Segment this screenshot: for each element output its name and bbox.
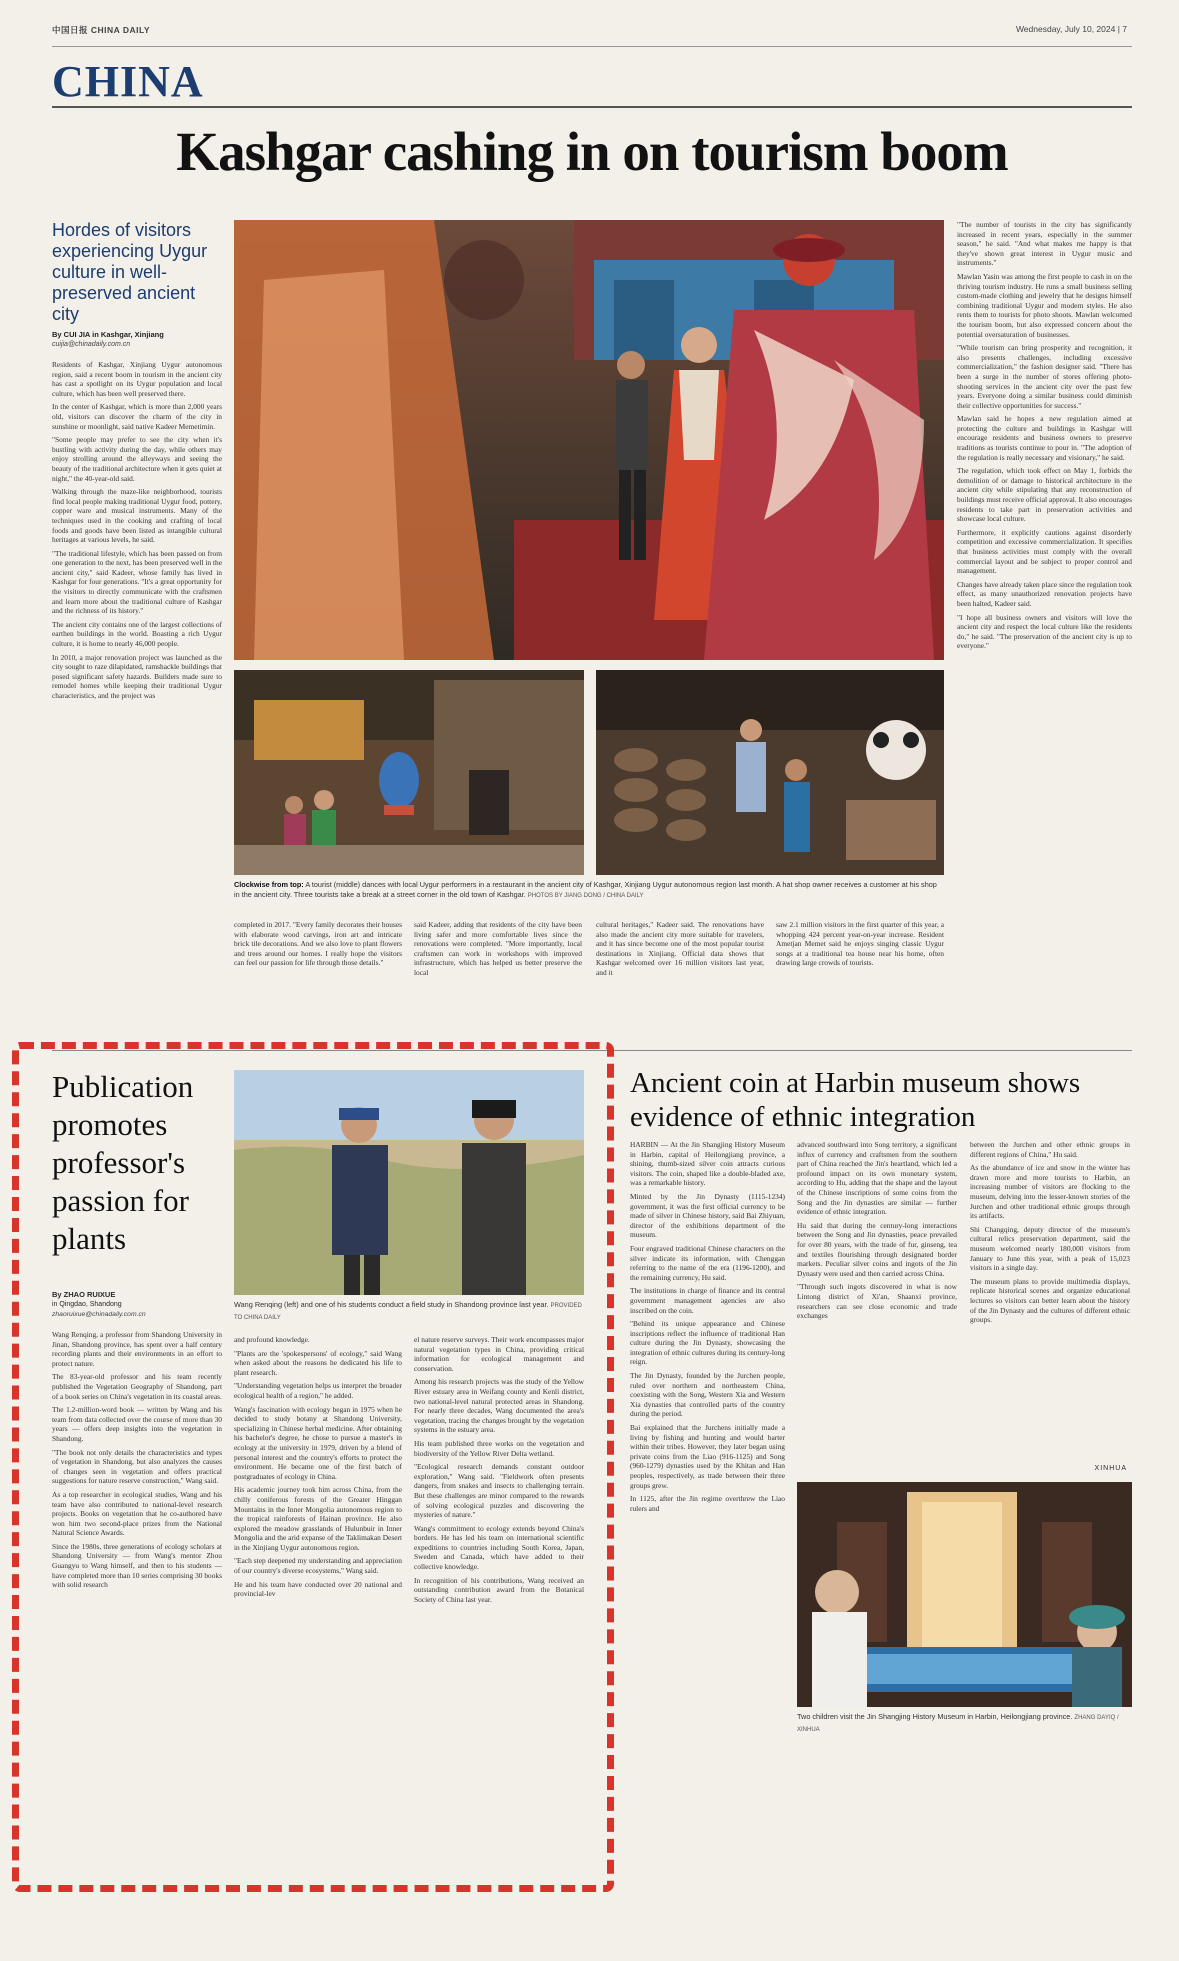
paragraph: His team published three works on the vegetation and biodiversity of the Yellow River Delta wetland. xyxy=(414,1438,584,1458)
paragraph: The 83-year-old professor and his team recently published the Vegetation Geography of Shandong, part of a book series on China's vegetation in its coastal areas. xyxy=(52,1372,222,1401)
paragraph: The institutions in charge of finance and its central government management agencies are also inscribed on the coin. xyxy=(630,1286,785,1315)
coin-source: XINHUA xyxy=(1094,1465,1127,1472)
paragraph: The 1.2-million-word book — written by Wang and his team from data collected over the course of more than 30 years — offers deep insights into the vegetation in Shandong. xyxy=(52,1405,222,1443)
paragraph: Minted by the Jin Dynasty (1115-1234) government, it was the first official currency to be made of silver in Chinese history, said Bai Zhiyuan, director of the exhibitions department of the museum. xyxy=(630,1191,785,1240)
paragraph: Wang's fascination with ecology began in 1975 when he decided to study botany at Shandong University, specializing in Chinese herbal medicine. After obtaining his bachelor's degree, he chose to pursue a master's in ecology at the university in 1979, driven by a blend of personal interest and the country's efforts to protect the environment. He became one of the first batch of postgraduates of ecology in China. xyxy=(234,1404,402,1481)
paragraph: "Through such ingots discovered in what is now Lintong district of Xi'an, Shaanxi province, researchers can see close economic and trade exchanges xyxy=(797,1282,957,1321)
paragraph: "I hope all business owners and visitors will love the ancient city and respect the local culture like the residents do," he said. "The preservation of the ancient city is up to everyone." xyxy=(957,612,1132,651)
section-label: CHINA xyxy=(52,57,204,106)
museum-photo xyxy=(797,1482,1132,1707)
lead-bottom-col-3: cultural heritages," Kadeer said. The renovations have also made the ancient city more suitable for travelers, and it has since become one of the most popular tourist destinations in Xinjiang. Official data shows that Kashgar welcomed over 16 million visitors last year, and it xyxy=(596,920,764,977)
paragraph: In 1125, after the Jin regime overthrew the Liao rulers and xyxy=(630,1494,785,1513)
lead-column-1 xyxy=(52,360,222,1020)
paragraph: "While tourism can bring prosperity and recognition, it also presents challenges, including excessive commercialization," the fashion designer said. "There has been a surge in the number of stores offering photo-shooting services in the ancient city over the past few years. Everyone doing a similar business could diminish their collective opportunities for success." xyxy=(957,343,1132,410)
street-corner-image xyxy=(234,670,584,875)
paragraph: As the abundance of ice and snow in the winter has drawn more and more tourists to Harbin, an increasing number of visitors are flocking to the museum, delving into the lesser-known stories of the Jurchen and other traditional ethnic groups through its artifacts. xyxy=(970,1163,1130,1221)
lead-column-right xyxy=(957,220,1132,1040)
paragraph: "The number of tourists in the city has significantly increased in recent years, especially in the summer season," he said. "And what makes me happy is that they've shown great interest in Uygur music and instruments." xyxy=(957,220,1132,268)
red-dashed-highlight xyxy=(12,1042,614,1892)
paragraph: and profound knowledge. xyxy=(234,1335,310,1344)
paragraph: Furthermore, it explicitly cautions against disorderly competition and excessive commercialization. It specifies that business activities must comply with the overall commercial layout and be subject to proper control and management. xyxy=(957,527,1132,576)
paragraph: Mawlan Yasin was among the first people to cash in on the thriving tourism industry. He runs a small business selling custom-made clothing and jewelry that he designs himself combining traditional Uygur and modern styles. He also rents them to tourists for photo shoots. Mawlan welcomed the tourism boom, but also expressed concern about the potential oversaturation of businesses. xyxy=(957,271,1132,339)
lead-byline: By CUI JIA in Kashgar, Xinjiang xyxy=(52,330,164,339)
paragraph: "Some people may prefer to see the city when it's bustling with activity during the day, while others may enjoy strolling around the alleyways and seeing the beauty of the traditional architecture when it gets quiet at night," the 40-year-old said. xyxy=(52,435,222,483)
caption-text: A tourist (middle) dances with local Uygur performers in a restaurant in the ancient city of Kashgar, Xinjiang Uygur autonomous region last month. A hat shop owner receives a customer at his shop in the ancient city. Three tourists take a break at a street corner in the old town of Kashgar. xyxy=(234,880,937,899)
coin-headline: Ancient coin at Harbin museum shows evidence of ethnic integration xyxy=(630,1067,1081,1133)
paragraph: He and his team have conducted over 20 national and provincial-lev xyxy=(234,1579,402,1599)
masthead-rule xyxy=(52,46,1132,47)
caption-label: Clockwise from top: xyxy=(234,880,304,889)
main-photo-dancers xyxy=(234,220,944,660)
paragraph: "The traditional lifestyle, which has been passed on from one generation to the next, has been preserved well in the ancient city," said Kadeer, whose family has lived in Kashgar for four generations. "It's a great opportunity for the visitors to directly communicate with the craftsmen and learn more about the traditional culture of Kashgar and the richness of its history." xyxy=(52,548,222,616)
masthead-left: 中国日报 CHINA DAILY xyxy=(52,25,151,35)
lead-bottom-col-2: said Kadeer, adding that residents of the city have been living safer and more comfortable lives since the renovations were completed. "More importantly, local craftsmen can work in workshops with improved infrastructure, which has helped us better preserve the local xyxy=(414,920,582,977)
paragraph: The regulation, which took effect on May 1, forbids the demolition of or damage to historical architecture in the ancient city while stipulating that any reconstruction of buildings must receive official approval. It also encourages residents to take part in preservation activities and showcase local culture. xyxy=(957,466,1132,524)
paragraph: Wang Renqing, a professor from Shandong University in Jinan, Shandong province, has spent over a half century recording plants and their environments in an effort to protect nature. xyxy=(52,1330,222,1368)
paragraph: "Plants are the 'spokespersons' of ecology," said Wang when asked about the reasons he dedicated his life to plant research. xyxy=(234,1348,402,1377)
museum-image xyxy=(797,1482,1132,1707)
paragraph: In 2010, a major renovation project was launched as the city sought to raze dilapidated, ramshackle buildings that posed significant safety hazards. Builders made sure to remodel homes while keeping their traditional Uygur characteristics, and the project was xyxy=(52,652,222,700)
publication-byline: By ZHAO RUIXUE xyxy=(52,1290,116,1299)
paragraph: Bai explained that the Jurchens initially made a living by fishing and hunting and would barter within their tribes. However, they later began using private coins from the Liao (916-1125) and Song (960-1279) dynasties used by the Khitan and Han peoples, respectively, as trade between their three groups grew. xyxy=(630,1423,785,1490)
paragraph: advanced southward into Song territory, a significant influx of currency and craftsmen from the southern part of China reached the Jin's heartland, which led a profound impact on its own monetary system, according to Hu, adding that the shape and the layout of the Chinese inscriptions of some coins from the Song and the Jin dynasties are similar — further evidence of ethnic integration. xyxy=(797,1140,957,1217)
paragraph: "Behind its unique appearance and Chinese inscriptions reflect the influence of traditional Han culture during the Jin Dynasty, showcasing the integration of ethnic cultures during its century-long reign. xyxy=(630,1319,785,1367)
paragraph: Walking through the maze-like neighborhood, tourists find local people making traditional Uygur food, pottery, copper ware and musical instruments. Many of the techniques used in the cooking and crafting of local foods and goods have been listed as intangible cultural heritages at various levels, he said. xyxy=(52,487,222,545)
coin-col-1 xyxy=(630,1140,785,1790)
paragraph: Since the 1980s, three generations of ecology scholars at Shandong University — from Wang's mentor Zhou Guangyu to Wang himself, and then to his students — have completed more than 10 series comprising 30 books with solid research xyxy=(52,1541,222,1590)
lead-email: cuijia@chinadaily.com.cn xyxy=(52,341,131,348)
paragraph: Among his research projects was the study of the Yellow River estuary area in Weifang county and Kenli district, two national-level natural protected areas in Shandong. For nearly three decades, Wang documented the area's vegetation, tracing the changes brought by the vegetation systems in the estuary area. xyxy=(414,1377,584,1435)
hat-shop-photo xyxy=(596,670,944,875)
museum-caption xyxy=(797,1712,1132,1735)
paragraph: Mawlan said he hopes a new regulation aimed at protecting the culture and buildings in Kashgar will encourage residents and business owners to preserve traditions as tourists continue to pour in. "The adoption of the regulation is really necessary and visionary," he said. xyxy=(957,414,1132,462)
masthead-date: Wednesday, July 10, 2024 | 7 xyxy=(1015,24,1127,34)
paragraph: Residents of Kashgar, Xinjiang Uygur autonomous region, said a recent boom in tourism in the ancient city has cast a spotlight on its Uygur population and local culture, which has been well preserved there. xyxy=(52,360,222,398)
paragraph: "The book not only details the characteristics and types of vegetation in Shandong, but also analyzes the causes of changes seen in vegetation and offers practical suggestions for nature reserve construction," Wang said. xyxy=(52,1447,222,1486)
publication-email: zhaoruixue@chinadaily.com.cn xyxy=(52,1311,146,1318)
caption-text: Wang Renqing (left) and one of his students conduct a field study in Shandong province last year. xyxy=(234,1300,549,1309)
lead-bottom-col-1: completed in 2017. "Every family decorates their houses with elaborate wood carvings, iron art and intricate brick tile decorations. And we also love to plant flowers and trees around our homes. I really hope the visitors can feel our passion for life through those details." xyxy=(234,920,402,968)
paragraph: The Jin Dynasty, founded by the Jurchen people, ruled over northern and northeastern China, coexisting with the Song, Western Xia and Western Xia dynasties that controlled parts of the country during the period. xyxy=(630,1371,785,1419)
section-rule xyxy=(52,106,1132,108)
caption-text: Two children visit the Jin Shangjing History Museum in Harbin, Heilongjiang province. xyxy=(797,1712,1073,1721)
lead-deck: Hordes of visitors experiencing Uygur culture in well-preserved ancient city xyxy=(52,220,208,324)
paragraph: "Ecological research demands constant outdoor exploration," Wang said. "Fieldwork often presents dangers, from snakes and insects to challenging terrain. But these challenges are minor compared to the rewards of solving ecological puzzles and discovering the mysteries of nature." xyxy=(414,1462,584,1520)
paragraph: In recognition of his contributions, Wang received an outstanding contribution award from the Botanical Society of China last year. xyxy=(414,1575,584,1604)
street-corner-photo xyxy=(234,670,584,875)
paragraph: between the Jurchen and other ethnic groups in different regions of China," Hu said. xyxy=(970,1140,1130,1159)
lead-photo-caption xyxy=(234,880,944,901)
publication-headline: Publication promotes professor's passion for plants xyxy=(52,1069,194,1256)
paragraph: Wang's commitment to ecology extends beyond China's borders. He has led his team on international scientific expeditions to countries including South Korea, Japan, Sweden and Canada, which have added to their collective knowledge. xyxy=(414,1523,584,1572)
paragraph: Hu said that during the century-long interactions between the Song and Jin dynasties, peace prevailed for over 80 years, with the trade of fur, ginseng, tea and textiles flourishing through designated border markets. Peculiar silver coins and ingots of the Jin Dynasty were used and then carried across China. xyxy=(797,1220,957,1278)
hat-shop-image xyxy=(596,670,944,875)
paragraph: "Understanding vegetation helps us interpret the broader ecological health of a region," he added. xyxy=(234,1381,402,1400)
paragraph: His academic journey took him across China, from the chilly coniferous forests of the Greater Hinggan Mountains in the Inner Mongolia autonomous region to the tropical rainforests of Hainan province. He also explored the meadow grasslands of Hulunbuir in Inner Mongolia and the arid expanse of the Taklimakan Desert in the Xinjiang Uygur autonomous region. xyxy=(234,1485,402,1552)
lead-headline: Kashgar cashing in on tourism boom xyxy=(176,121,1008,182)
coin-col-3 xyxy=(970,1140,1130,1460)
paragraph: In the center of Kashgar, which is more than 2,000 years old, visitors can discover the charm of the city in sunshine or moonlight, said native Kadeer Memetimin. xyxy=(52,402,222,431)
paragraph: "Each step deepened my understanding and appreciation of our country's diverse ecosystems," Wang said. xyxy=(234,1556,402,1576)
coin-col-2 xyxy=(797,1140,957,1470)
lead-bottom-col-4: saw 2.1 million visitors in the first quarter of this year, a whopping 424 percent year-on-year increase. Resident Ametjan Memet said he enjoys singing classic Uygur songs at a traditional tea house near his home, often drawing large crowds of tourists. xyxy=(776,920,944,968)
dancers-image xyxy=(234,220,944,660)
caption-credit: PROVIDED TO CHINA DAILY xyxy=(234,1303,582,1321)
caption-credit: ZHANG DAYIQ / XINHUA xyxy=(797,1715,1119,1733)
paragraph: Changes have already taken place since the regulation took effect, as many unauthorized renovation projects have been halted, Kadeer said. xyxy=(957,579,1132,608)
paragraph: HARBIN — At the Jin Shangjing History Museum in Harbin, capital of Heilongjiang province, a shining, thumb-sized silver coin attracts curious visitors. The coin, shaped like a double-bladed axe, was a remarkable history. xyxy=(630,1140,785,1188)
paragraph: The museum plans to provide multimedia displays, replicate historical scenes and organize educational lectures so visitors can better learn about the history of the Jin Dynasty and the cultures of different ethnic groups. xyxy=(970,1276,1130,1325)
paragraph: As a top researcher in ecological studies, Wang and his team have also contributed to national-level research projects. Books on vegetation that he co-authored have won him two second-place prizes from the National Natural Science Awards. xyxy=(52,1489,222,1538)
paragraph: Four engraved traditional Chinese characters on the silver indicate its information, with Chenggan referring to the name of the era (1196-1200), and the remaining currency, Hu said. xyxy=(630,1243,785,1282)
publication-location: in Qingdao, Shandong xyxy=(52,1301,122,1308)
caption-credit: PHOTOS BY JIANG DONG / CHINA DAILY xyxy=(527,892,644,899)
paragraph: el nature reserve surveys. Their work encompasses major natural vegetation types in China, providing critical information for ecological management and conservation. xyxy=(414,1335,584,1373)
paragraph: The ancient city contains one of the largest collections of earthen buildings in the world. Boasting a rich Uygur culture, it is home to nearly 46,000 people. xyxy=(52,619,222,649)
paragraph: Shi Changqing, deputy director of the museum's cultural relics preservation department, said the museum welcomed nearly 180,000 visitors from January to June this year, with a peak of 15,023 visitors in a single day. xyxy=(970,1224,1130,1273)
